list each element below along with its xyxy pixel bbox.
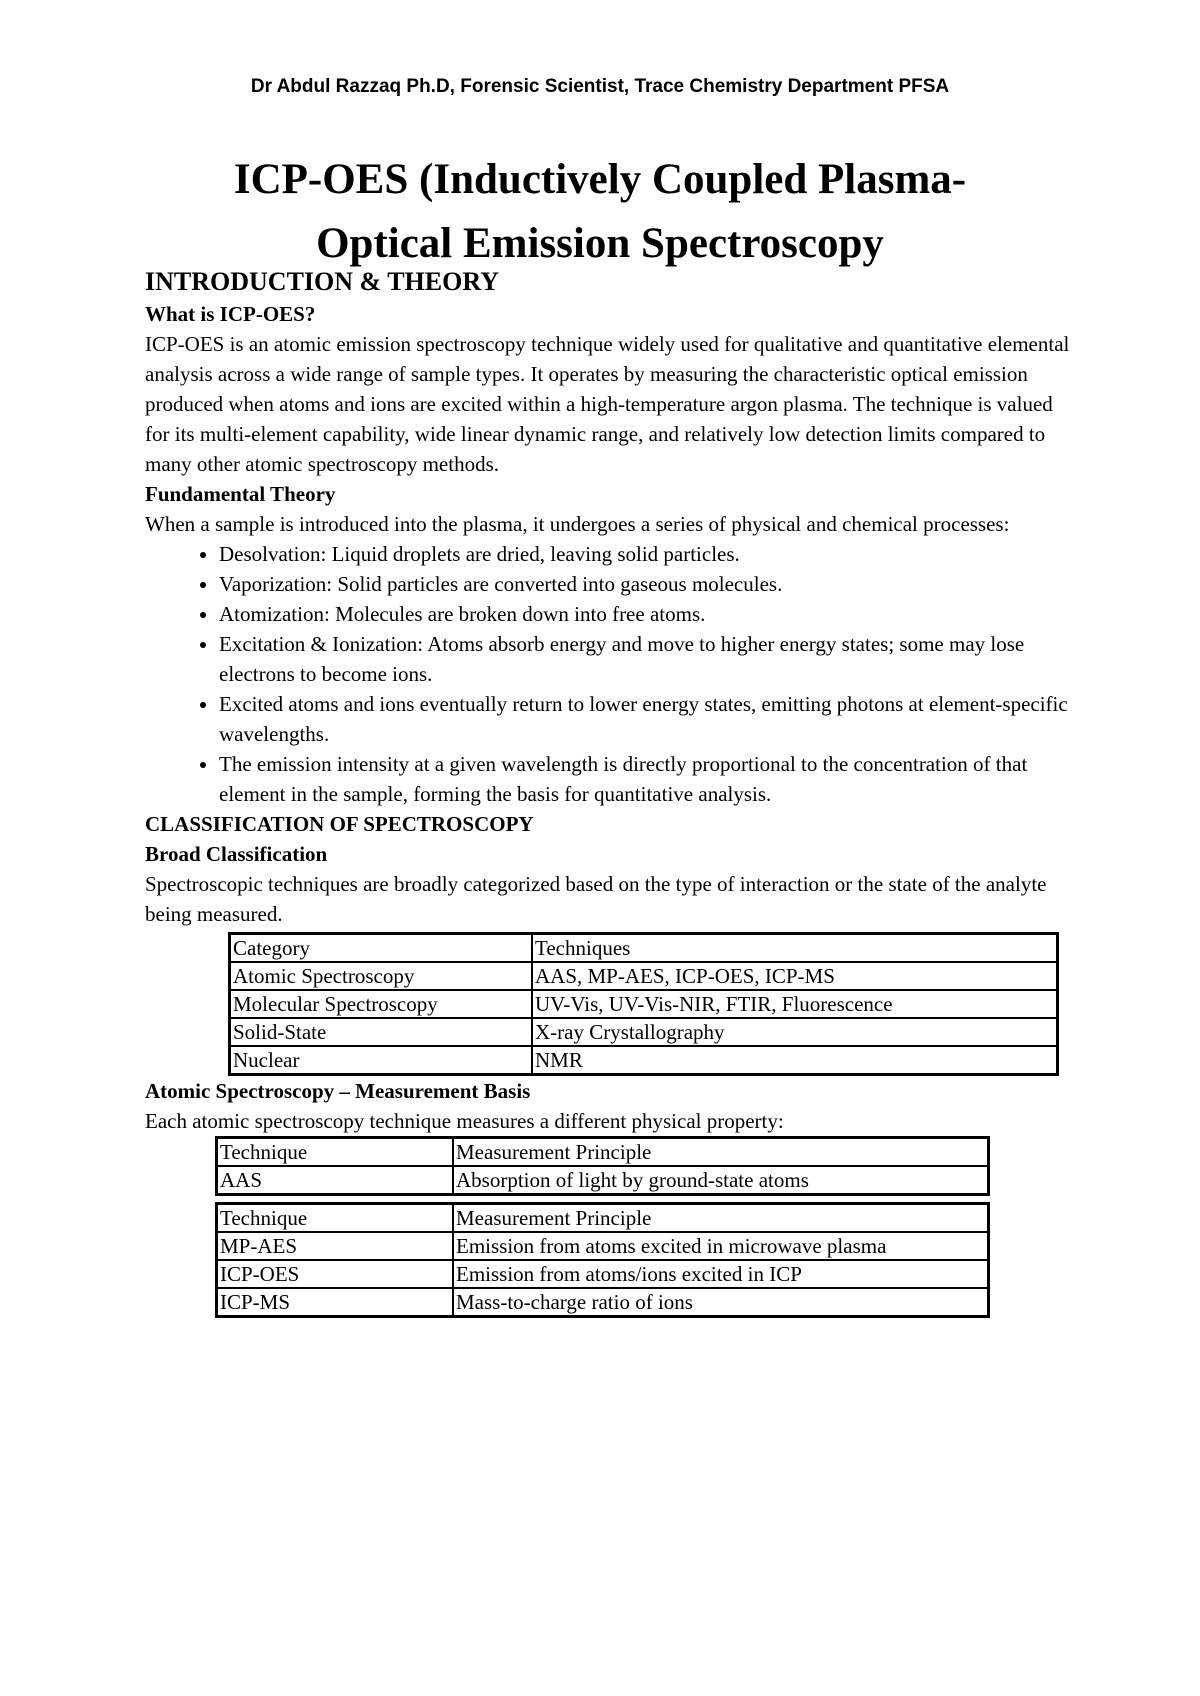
list-item: • Desolvation: Liquid droplets are dried, leaving solid particles. [219, 539, 1075, 569]
table-row [230, 990, 1058, 1018]
list-item: • Vaporization: Solid particles are converted into gaseous molecules. [219, 569, 1075, 599]
table-row [217, 1260, 989, 1288]
table-row [230, 1018, 1058, 1046]
page-header: Dr Abdul Razzaq Ph.D, Forensic Scientist, Trace Chemistry Department PFSA [250, 76, 950, 97]
theory-heading: Fundamental Theory [145, 482, 336, 506]
document-title [0, 148, 1200, 276]
table-cell: Category [230, 934, 533, 963]
table-cell: Molecular Spectroscopy [230, 990, 533, 1018]
emission-table [215, 1202, 990, 1318]
table-cell: Emission from atoms excited in microwave plasma [453, 1232, 989, 1260]
list-item: • Excitation & Ionization: Atoms absorb energy and move to higher energy states; some may lose electrons to become ions. [219, 629, 1075, 689]
table-cell: X-ray Crystallography [532, 1018, 1058, 1046]
intro-heading: INTRODUCTION & THEORY [145, 267, 499, 296]
table-row [230, 962, 1058, 990]
table-row [230, 934, 1058, 963]
title-line-1: ICP-OES (Inductively Coupled Plasma- [233, 156, 967, 203]
table-cell: AAS [217, 1166, 454, 1195]
broad-heading: Broad Classification [145, 842, 328, 866]
table-cell: Nuclear [230, 1046, 533, 1075]
table-row [217, 1166, 989, 1195]
theory-paragraph: When a sample is introduced into the plasma, it undergoes a series of physical and chemical processes: [145, 512, 1010, 536]
list-item: • Excited atoms and ions eventually return to lower energy states, emitting photons at element-specific wavelengths. [219, 689, 1075, 749]
what-heading: What is ICP-OES? [145, 302, 316, 326]
list-item: • The emission intensity at a given wavelength is directly proportional to the concentration of that element in the sample, forming the basis for quantitative analysis. [219, 749, 1075, 809]
broad-paragraph: Spectroscopic techniques are broadly categorized based on the type of interaction or the state of the analyte being measured. [145, 872, 1047, 926]
table-cell: Techniques [532, 934, 1058, 963]
table-cell: UV-Vis, UV-Vis-NIR, FTIR, Fluorescence [532, 990, 1058, 1018]
aas-table [215, 1136, 990, 1196]
table-cell: Technique [217, 1204, 454, 1233]
table-cell: Atomic Spectroscopy [230, 962, 533, 990]
table-row [217, 1288, 989, 1317]
document-body [145, 265, 1075, 1318]
table-cell: Emission from atoms/ions excited in ICP [453, 1260, 989, 1288]
table-row [217, 1204, 989, 1233]
table-cell: ICP-MS [217, 1288, 454, 1317]
atomic-paragraph: Each atomic spectroscopy technique measures a different physical property: [145, 1109, 784, 1133]
table-row [217, 1232, 989, 1260]
table-cell: NMR [532, 1046, 1058, 1075]
table-row [230, 1046, 1058, 1075]
table-cell: AAS, MP-AES, ICP-OES, ICP-MS [532, 962, 1058, 990]
table-cell: Absorption of light by ground-state atoms [453, 1166, 989, 1195]
classification-heading: CLASSIFICATION OF SPECTROSCOPY [145, 812, 534, 836]
list-item: • Atomization: Molecules are broken down into free atoms. [219, 599, 1075, 629]
table-cell: Measurement Principle [453, 1204, 989, 1233]
process-list [145, 539, 1075, 809]
classification-table [228, 932, 1059, 1076]
atomic-heading: Atomic Spectroscopy – Measurement Basis [145, 1079, 531, 1103]
table-cell: Solid-State [230, 1018, 533, 1046]
table-cell: Mass-to-charge ratio of ions [453, 1288, 989, 1317]
table-row [217, 1138, 989, 1167]
table-cell: MP-AES [217, 1232, 454, 1260]
title-line-2: Optical Emission Spectroscopy [316, 220, 884, 267]
table-cell: ICP-OES [217, 1260, 454, 1288]
table-cell: Technique [217, 1138, 454, 1167]
table-cell: Measurement Principle [453, 1138, 989, 1167]
what-paragraph: ICP-OES is an atomic emission spectroscopy technique widely used for qualitative and quantitative elemental analysis across a wide range of sample types. It operates by measuring the characteristic optical emission produced when atoms and ions are excited within a high-temperature argon plasma. The technique is valued for its multi-element capability, wide linear dynamic range, and relatively low detection limits compared to many other atomic spectroscopy methods. [145, 332, 1070, 476]
